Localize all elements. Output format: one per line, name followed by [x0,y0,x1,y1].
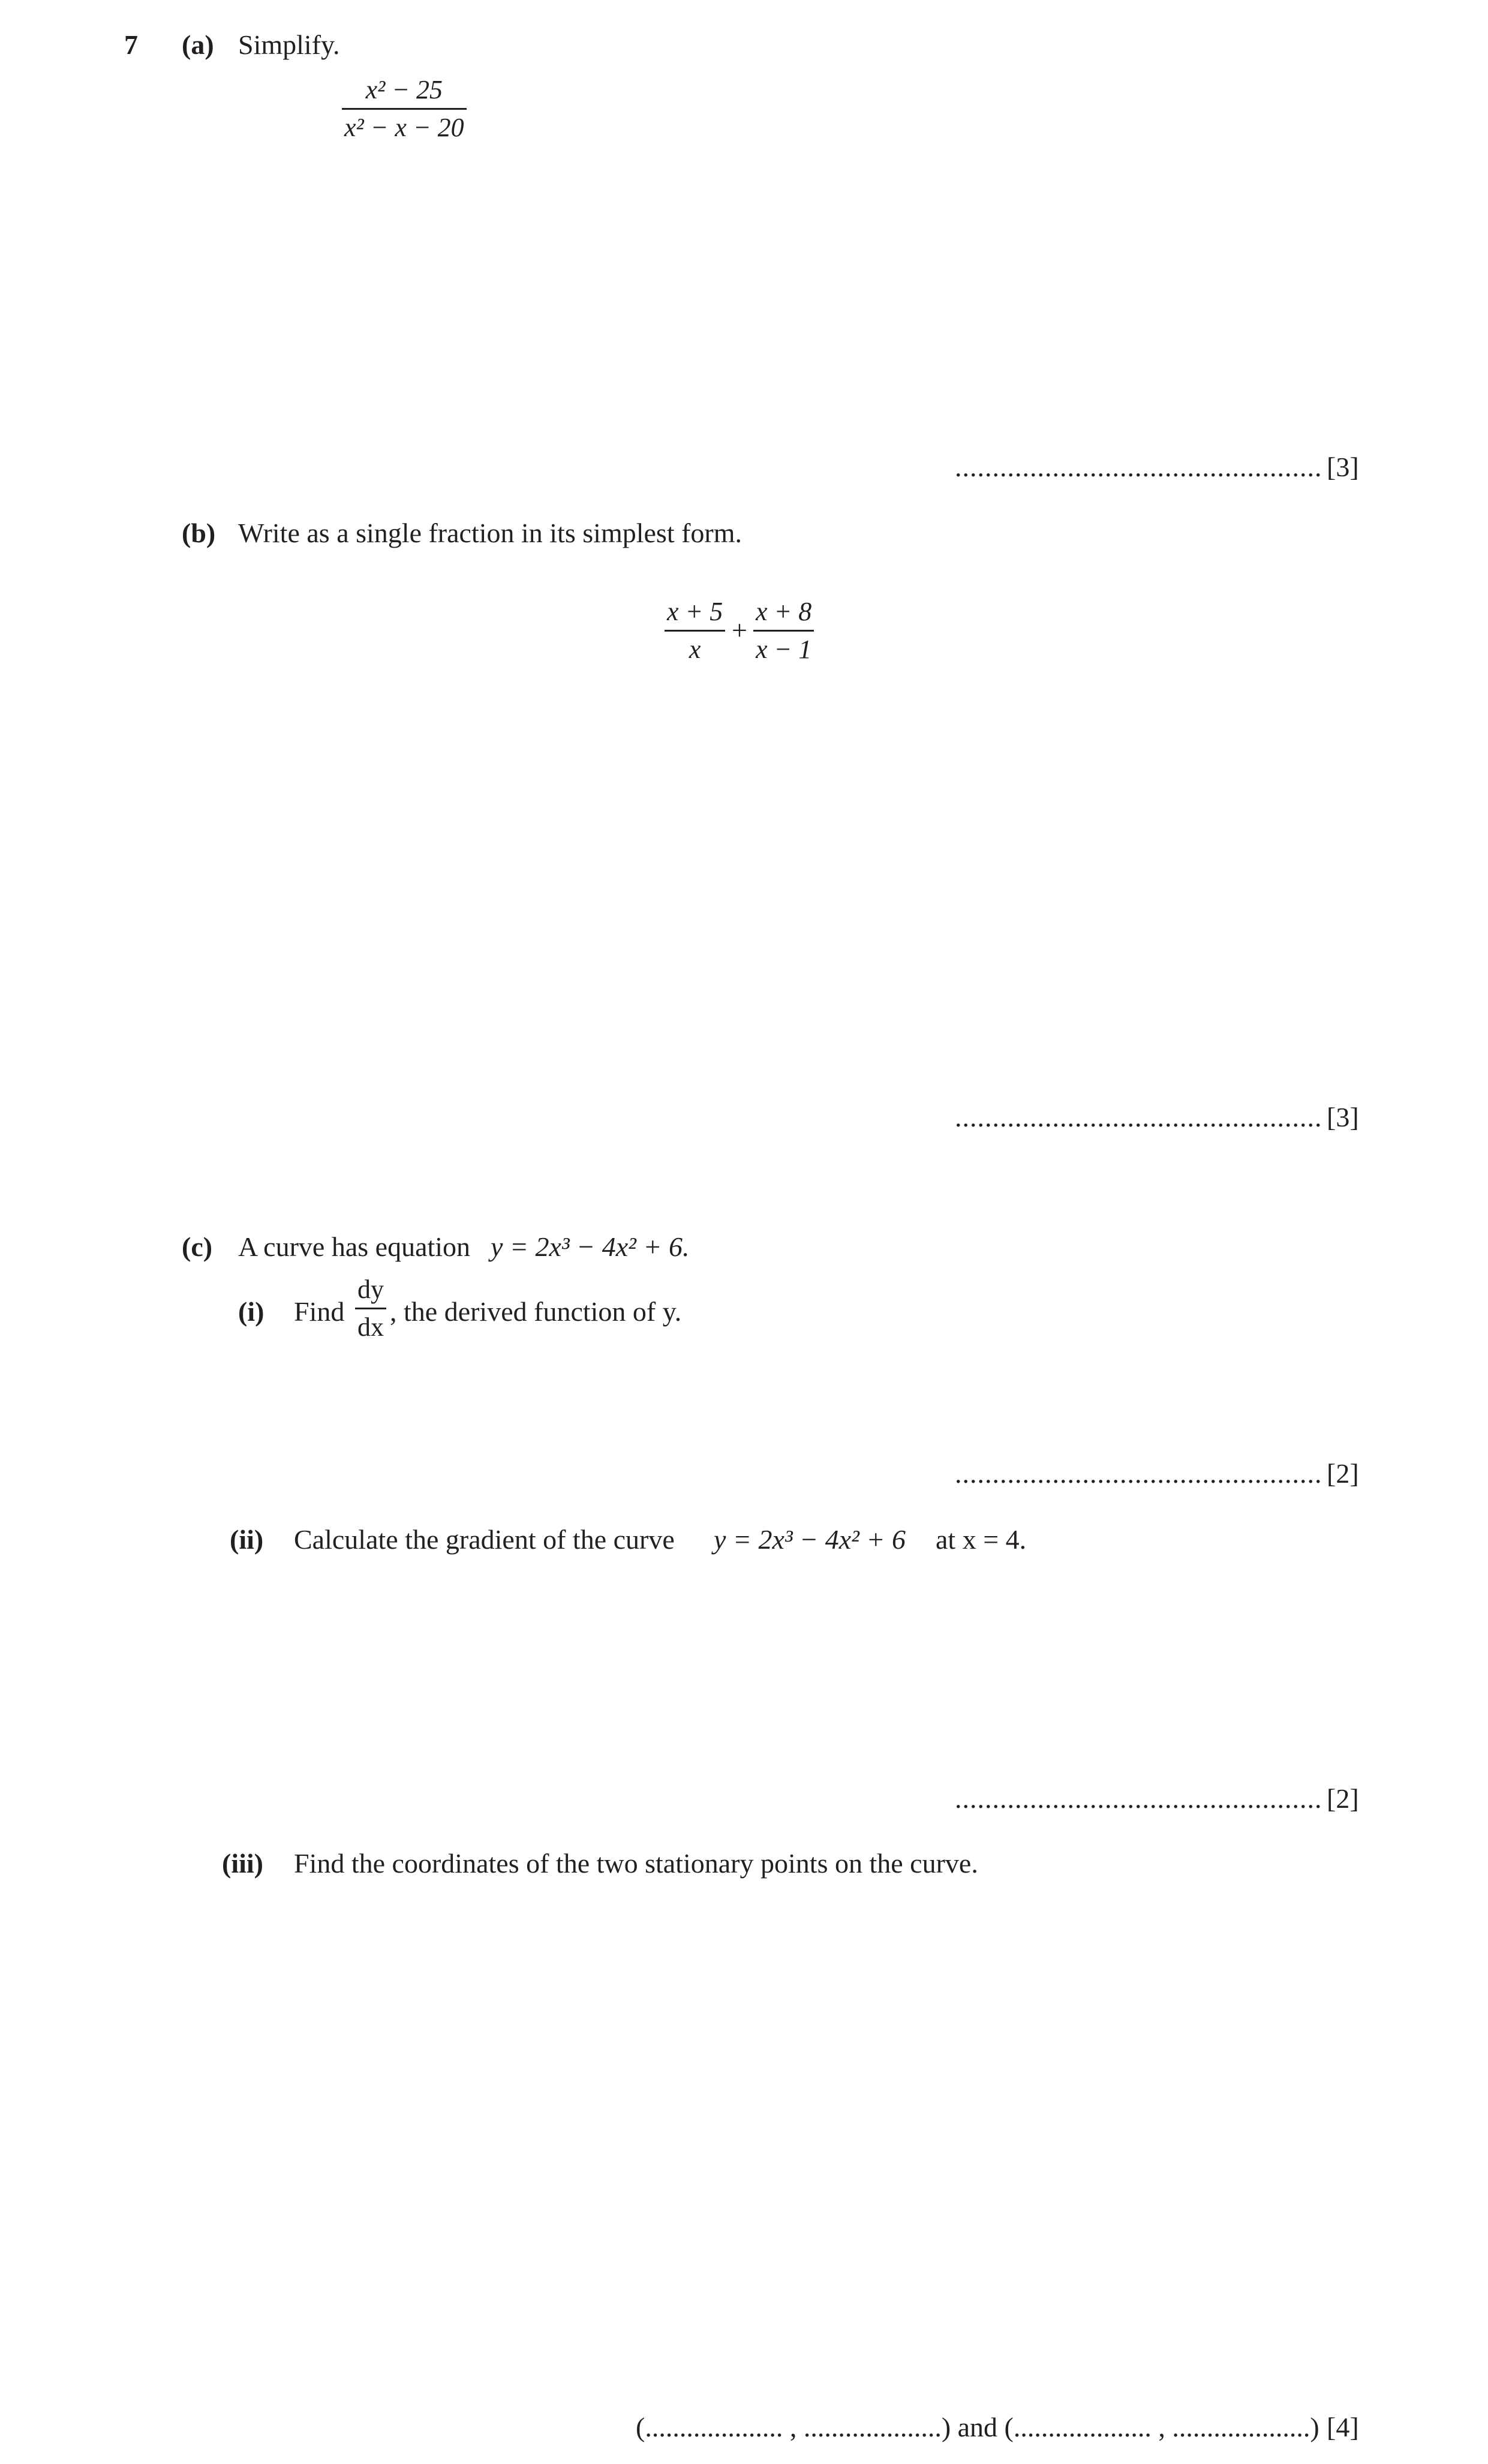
part-b-fraction-1-numerator: x + 5 [667,597,723,626]
part-b-fraction-2-numerator: x + 8 [756,597,812,626]
part-c-ii-answer-line[interactable]: ................................................. [955,1783,1322,1814]
part-c-ii-at: at x = 4. [936,1524,1027,1555]
part-c-label: (c) [182,1231,213,1262]
part-a-label: (a) [182,29,214,60]
part-c-ii-equation: y = 2x³ − 4x² + 6 [714,1524,906,1555]
part-b-marks: [3] [1327,1102,1359,1132]
dy-numerator: dy [357,1275,384,1304]
part-c-i-rest: , the derived function of y. [390,1296,682,1327]
dy-dx-fraction [355,1276,386,1341]
part-c-ii-marks: [2] [1327,1783,1359,1814]
part-a-marks: [3] [1327,452,1359,482]
part-b-fraction-2 [753,599,814,663]
part-c-iii-text: Find the coordinates of the two stationary points on the curve. [294,1848,978,1879]
part-b-fraction-1 [665,599,725,663]
part-a-answer-line[interactable]: ................................................. [955,452,1322,482]
part-a-numerator: x² − 25 [365,75,443,104]
part-c-i-label: (i) [238,1296,264,1327]
part-a-denominator: x² − x − 20 [344,113,464,142]
part-c-iii-label: (iii) [222,1848,263,1879]
part-c-intro: A curve has equation [238,1231,471,1262]
part-a-fraction [342,77,467,141]
part-b-fraction-2-denominator: x − 1 [756,635,812,664]
part-b-label: (b) [182,518,216,548]
part-c-equation: y = 2x³ − 4x² + 6. [491,1231,690,1262]
part-b-instruction: Write as a single fraction in its simplest form. [238,518,743,548]
question-number: 7 [124,29,138,60]
part-c-ii-text: Calculate the gradient of the curve [294,1524,675,1555]
part-c-ii-label: (ii) [230,1524,264,1555]
part-c-i-answer-line[interactable]: ................................................. [955,1458,1322,1489]
part-b-fraction-1-denominator: x [689,635,701,664]
part-a-instruction: Simplify. [238,29,340,60]
part-c-iii-answer-line[interactable]: (.................... , ....................) and (.................... , ....................) [636,2412,1319,2442]
plus-sign: + [732,615,747,645]
part-b-answer-line[interactable]: ................................................. [955,1102,1322,1132]
part-c-iii-marks: [4] [1327,2412,1359,2442]
part-c-i-marks: [2] [1327,1458,1359,1489]
dx-denominator: dx [357,1312,384,1342]
part-c-i-find: Find [294,1296,345,1327]
